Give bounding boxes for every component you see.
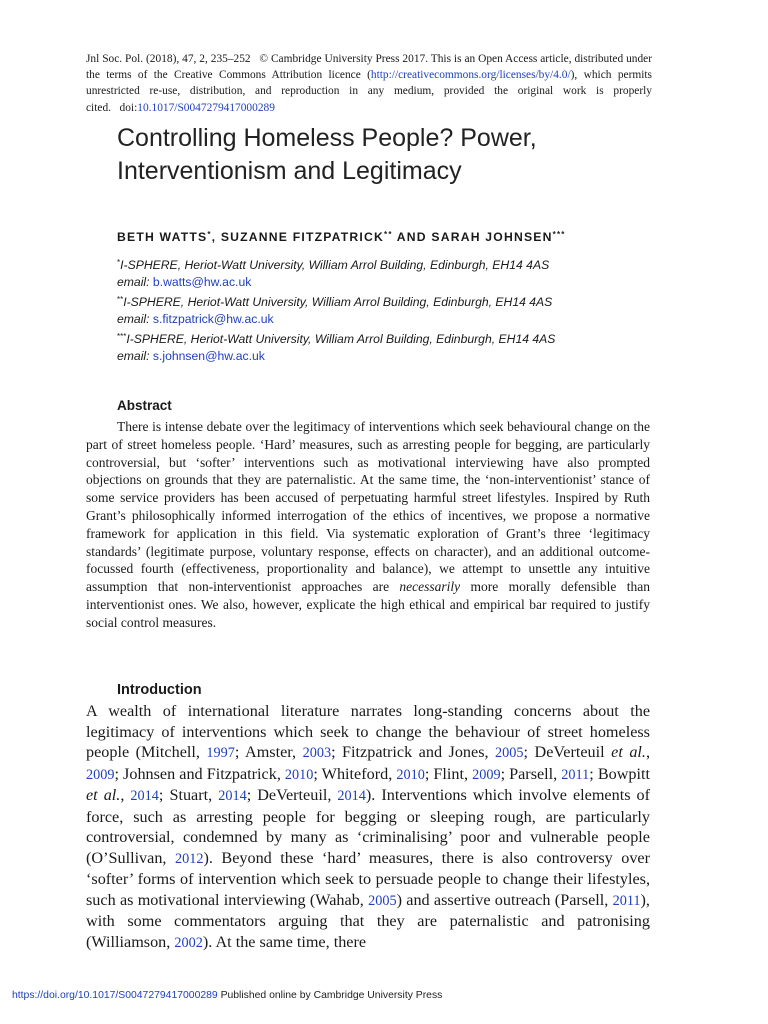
citation-link[interactable]: 2009 bbox=[86, 766, 115, 783]
email-link[interactable]: s.fitzpatrick@hw.ac.uk bbox=[152, 312, 274, 326]
text-segment: ). At the same time, there bbox=[202, 932, 367, 951]
footer-published: Published online by Cambridge University Press bbox=[217, 990, 443, 1001]
article-title: Controlling Homeless People? Power, Interventionism and Legitimacy bbox=[117, 124, 537, 185]
text-segment: , bbox=[645, 743, 650, 761]
licence-statement: © Cambridge University Press 2017. This is an Open Access article, distributed under the terms of the Creative Commons Attribution licence ( bbox=[86, 53, 653, 82]
text-segment: ; Fitzpatrick and Jones, bbox=[331, 743, 496, 761]
citation-link[interactable]: 2002 bbox=[174, 934, 203, 951]
text-segment: , bbox=[120, 786, 131, 804]
introduction-heading: Introduction bbox=[117, 682, 202, 698]
affiliation-line bbox=[117, 328, 555, 348]
author-separator: , bbox=[211, 230, 221, 244]
text-segment: A wealth of international literature narrates long-standing concerns about the legitimacy of interventions which seek to change the behaviour of street homeless people (Mitchell, bbox=[86, 702, 650, 761]
affiliations bbox=[117, 254, 555, 365]
text-segment: ; Bowpitt bbox=[589, 764, 650, 783]
citation-link[interactable]: 2011 bbox=[612, 892, 641, 909]
citation-link[interactable]: 2005 bbox=[495, 745, 524, 761]
email-label: email: bbox=[117, 349, 153, 363]
header-paragraph bbox=[86, 51, 652, 116]
affiliation-text: I-SPHERE, Heriot-Watt University, William Arrol Building, Edinburgh, EH14 4AS bbox=[126, 332, 556, 346]
abstract-text-part: There is intense debate over the legitimacy of interventions which seek behavioural change on the part of street homeless people. ‘Hard’ measures, such as arresting people for begging, are particularly controversial, but ‘softer’ interventions such as motivational interviewing have also prompted objections on grounds that they are paternalistic. At the same time, the ‘non-interventionist’ stance of some service providers has been accused of perpetuating harmful street lifestyles. Inspired by Ruth Grant’s philosophically informed interrogation of the ethics of incentives, we propose a normative framework for application in this field. Via systematic exploration of Grant’s three ‘legitimacy standards’ (legitimate purpose, voluntary response, effects on character), and an additional outcome-focussed fourth (effectiveness, proportionality and balance), we attempt to unsettle any intuitive assumption that non-interventionist approaches are bbox=[86, 419, 650, 595]
text-segment: ; Parsell, bbox=[500, 764, 562, 783]
email-line bbox=[117, 311, 555, 328]
text-segment: ), with some commentators arguing that they are paternalistic and patronising (Williamson, bbox=[86, 890, 650, 951]
email-label: email: bbox=[117, 312, 153, 326]
journal-header bbox=[86, 51, 652, 116]
email-line bbox=[117, 348, 555, 365]
author-name: SUZANNE FITZPATRICK bbox=[220, 230, 384, 244]
affiliation-mark: * bbox=[117, 258, 121, 267]
citation-link[interactable]: 2014 bbox=[218, 788, 247, 804]
text-segment: ; Johnsen and Fitzpatrick, bbox=[114, 764, 285, 783]
citation: Jnl Soc. Pol. (2018), 47, 2, 235–252 bbox=[86, 53, 251, 65]
text-segment: ). Beyond these ‘hard’ measures, there is also controversy over ‘softer’ forms of intervention which seek to persuade people to change their lifestyles, such as motivational interviewing (Wahab, bbox=[86, 848, 651, 909]
text-segment: ; DeVerteuil bbox=[523, 743, 612, 761]
email-link[interactable]: s.johnsen@hw.ac.uk bbox=[152, 349, 265, 363]
email-line bbox=[117, 274, 555, 291]
affiliation-text: I-SPHERE, Heriot-Watt University, William Arrol Building, Edinburgh, EH14 4AS bbox=[123, 295, 553, 309]
affiliation-line bbox=[117, 254, 555, 274]
text-segment: ; Flint, bbox=[424, 764, 473, 783]
author-name: BETH WATTS bbox=[117, 230, 208, 244]
citation-link[interactable]: 2010 bbox=[284, 766, 314, 783]
text-segment: ; DeVerteuil, bbox=[246, 786, 338, 804]
citation-link[interactable]: 2010 bbox=[396, 766, 425, 783]
citation-link[interactable]: 2003 bbox=[302, 745, 332, 761]
citation-link[interactable]: 2014 bbox=[130, 788, 159, 804]
licence-statement-tail: ), which permits unrestricted re-use, distribution, and reproduction in any medium, provided the original work is properly cited. bbox=[86, 69, 652, 114]
citation-link[interactable]: 2009 bbox=[472, 766, 501, 783]
email-label: email: bbox=[117, 275, 153, 289]
abstract-heading: Abstract bbox=[117, 398, 172, 413]
author-separator: AND bbox=[392, 230, 432, 244]
abstract-text-part: more morally defensible than interventionist ones. We also, however, explicate the high ethical and empirical bar required to justify social control measures. bbox=[86, 579, 650, 630]
text-segment: ; Amster, bbox=[234, 743, 303, 761]
affiliation-mark: ** bbox=[117, 295, 124, 304]
email-link[interactable]: b.watts@hw.ac.uk bbox=[152, 275, 252, 289]
citation-link[interactable]: 2012 bbox=[174, 850, 204, 867]
author-mark: * bbox=[207, 230, 212, 239]
affiliation-line bbox=[117, 291, 555, 311]
footer-doi-link[interactable]: https://doi.org/10.1017/S0047279417000289 bbox=[12, 990, 218, 1001]
abstract-text bbox=[86, 418, 650, 632]
page-footer bbox=[12, 990, 442, 1001]
author-name: SARAH JOHNSEN bbox=[431, 230, 553, 244]
author-list bbox=[117, 230, 566, 244]
affiliation-text: I-SPHERE, Heriot-Watt University, William Arrol Building, Edinburgh, EH14 4AS bbox=[120, 258, 550, 272]
et-al: et al. bbox=[611, 743, 646, 761]
et-al: et al. bbox=[86, 786, 121, 804]
introduction-text bbox=[86, 701, 650, 953]
text-segment: ). Interventions which involve elements of force, such as arresting people for begging or sleeping rough, are particularly controversial, condemned by many as ‘criminalising’ poor and vulnerable people (O’Sullivan, bbox=[86, 786, 651, 867]
citation-link[interactable]: 2014 bbox=[337, 788, 366, 804]
doi-link[interactable]: 10.1017/S0047279417000289 bbox=[137, 101, 275, 114]
citation-link[interactable]: 2011 bbox=[561, 766, 590, 783]
affiliation-mark: *** bbox=[117, 332, 127, 341]
licence-link[interactable]: http://creativecommons.org/licenses/by/4.0/ bbox=[370, 69, 571, 82]
text-segment: ; Whiteford, bbox=[313, 764, 397, 783]
citation-link[interactable]: 2005 bbox=[368, 892, 397, 909]
author-mark: *** bbox=[552, 230, 566, 239]
text-segment: ; Stuart, bbox=[158, 786, 219, 804]
text-segment: ) and assertive outreach (Parsell, bbox=[396, 890, 613, 909]
author-mark: ** bbox=[384, 230, 393, 239]
doi-label: doi: bbox=[119, 101, 138, 114]
citation-link[interactable]: 1997 bbox=[206, 745, 235, 761]
abstract-emphasis: necessarily bbox=[399, 579, 461, 595]
